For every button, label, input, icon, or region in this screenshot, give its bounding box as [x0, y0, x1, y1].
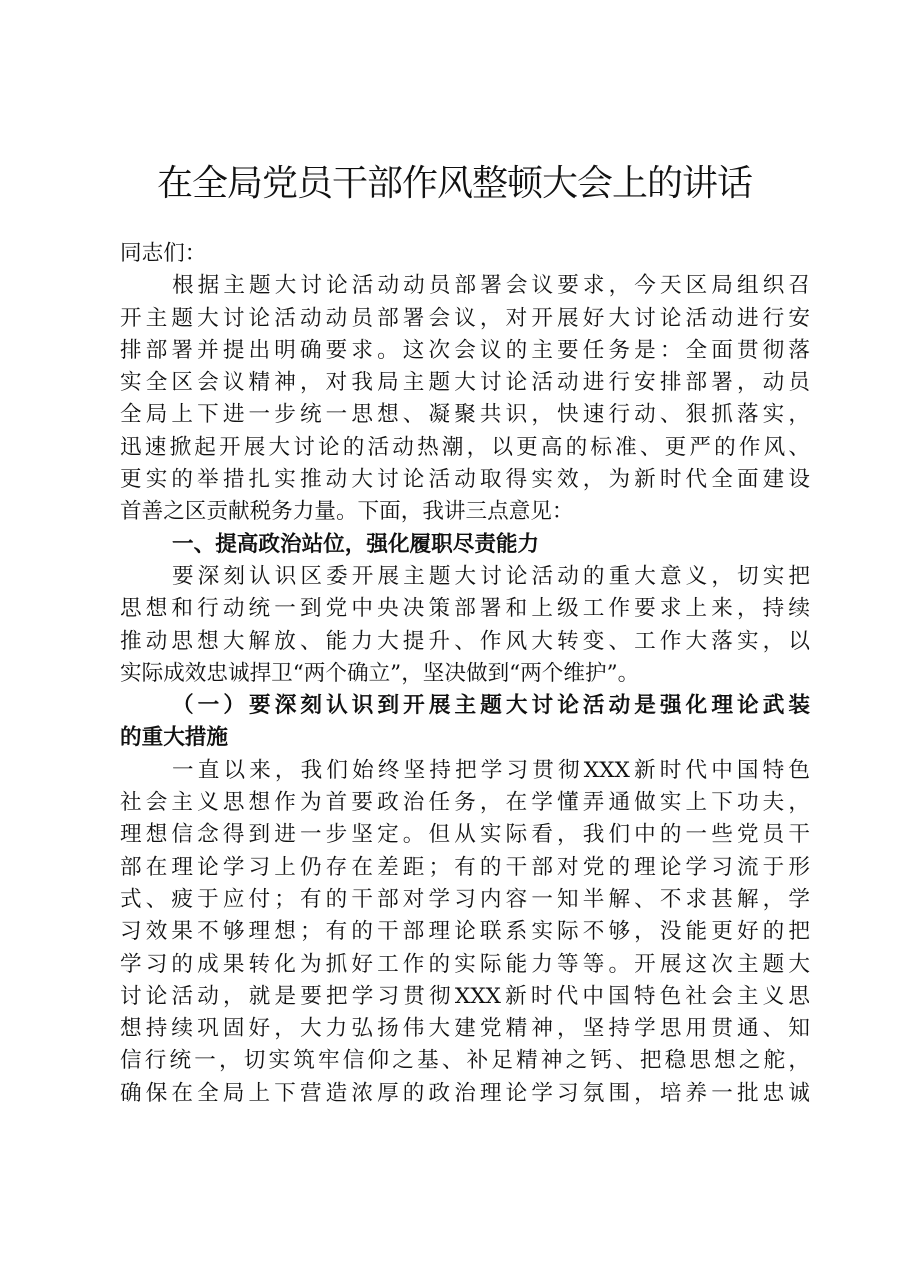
salutation: 同志们： [120, 241, 207, 266]
paragraph-line: 实际成效忠诚捍卫“两个确立”，坚决做到“两个维护”。 [120, 660, 640, 686]
paragraph-line: 学习的成果转化为抓好工作的实际能力等等。开展这次主题大 [120, 951, 810, 977]
paragraph-line: 式、疲于应付；有的干部对学习内容一知半解、不求甚解，学 [120, 886, 810, 912]
paragraph-line: 习效果不够理想；有的干部理论联系实际不够，没能更好的把 [120, 919, 810, 945]
paragraph-line: 社会主义思想作为首要政治任务，在学懂弄通做实上下功夫， [120, 790, 810, 816]
document-body [120, 238, 810, 1110]
paragraph-line: 实全区会议精神，对我局主题大讨论活动进行安排部署，动员 [120, 370, 810, 396]
paragraph-line: 想持续巩固好，大力弘扬伟大建党精神，坚持学思用贯通、知 [120, 1016, 810, 1042]
paragraph-line: 更实的举措扎实推动大讨论活动取得实效，为新时代全面建设 [120, 467, 810, 493]
paragraph-line: 开主题大讨论活动动员部署会议，对开展好大讨论活动进行安 [120, 305, 810, 331]
paragraph-line: 确保在全局上下营造浓厚的政治理论学习氛围，培养一批忠诚 [120, 1080, 810, 1106]
paragraph-line: 部在理论学习上仍存在差距；有的干部对党的理论学习流于形 [120, 854, 810, 880]
paragraph-line: 迅速掀起开展大讨论的活动热潮，以更高的标准、更严的作风、 [120, 434, 810, 460]
paragraph-line: 信行统一，切实筑牢信仰之基、补足精神之钙、把稳思想之舵， [120, 1048, 810, 1074]
section-heading: 一、提高政治站位，强化履职尽责能力 [172, 531, 540, 557]
paragraph-line: 首善之区贡献税务力量。下面，我讲三点意见： [120, 499, 574, 525]
subsection-heading: （一）要深刻认识到开展主题大讨论活动是强化理论武装 [172, 693, 810, 719]
subsection-heading: 的重大措施 [120, 725, 228, 751]
paragraph-line: 讨论活动，就是要把学习贯彻XXX新时代中国特色社会主义思 [120, 983, 810, 1009]
paragraph-line: 思想和行动统一到党中央决策部署和上级工作要求上来，持续 [120, 596, 810, 622]
paragraph-line: 理想信念得到进一步坚定。但从实际看，我们中的一些党员干 [120, 822, 810, 848]
document-title: 在全局党员干部作风整顿大会上的讲话 [156, 163, 752, 204]
paragraph-line: 一直以来，我们始终坚持把学习贯彻XXX新时代中国特色 [172, 757, 810, 783]
paragraph-line: 要深刻认识区委开展主题大讨论活动的重大意义，切实把 [172, 563, 810, 589]
paragraph-line: 推动思想大解放、能力大提升、作风大转变、工作大落实，以 [120, 628, 810, 654]
paragraph-line: 根据主题大讨论活动动员部署会议要求，今天区局组织召 [172, 273, 810, 299]
paragraph-line: 排部署并提出明确要求。这次会议的主要任务是：全面贯彻落 [120, 337, 810, 363]
paragraph-line: 全局上下进一步统一思想、凝聚共识，快速行动、狠抓落实， [120, 402, 810, 428]
